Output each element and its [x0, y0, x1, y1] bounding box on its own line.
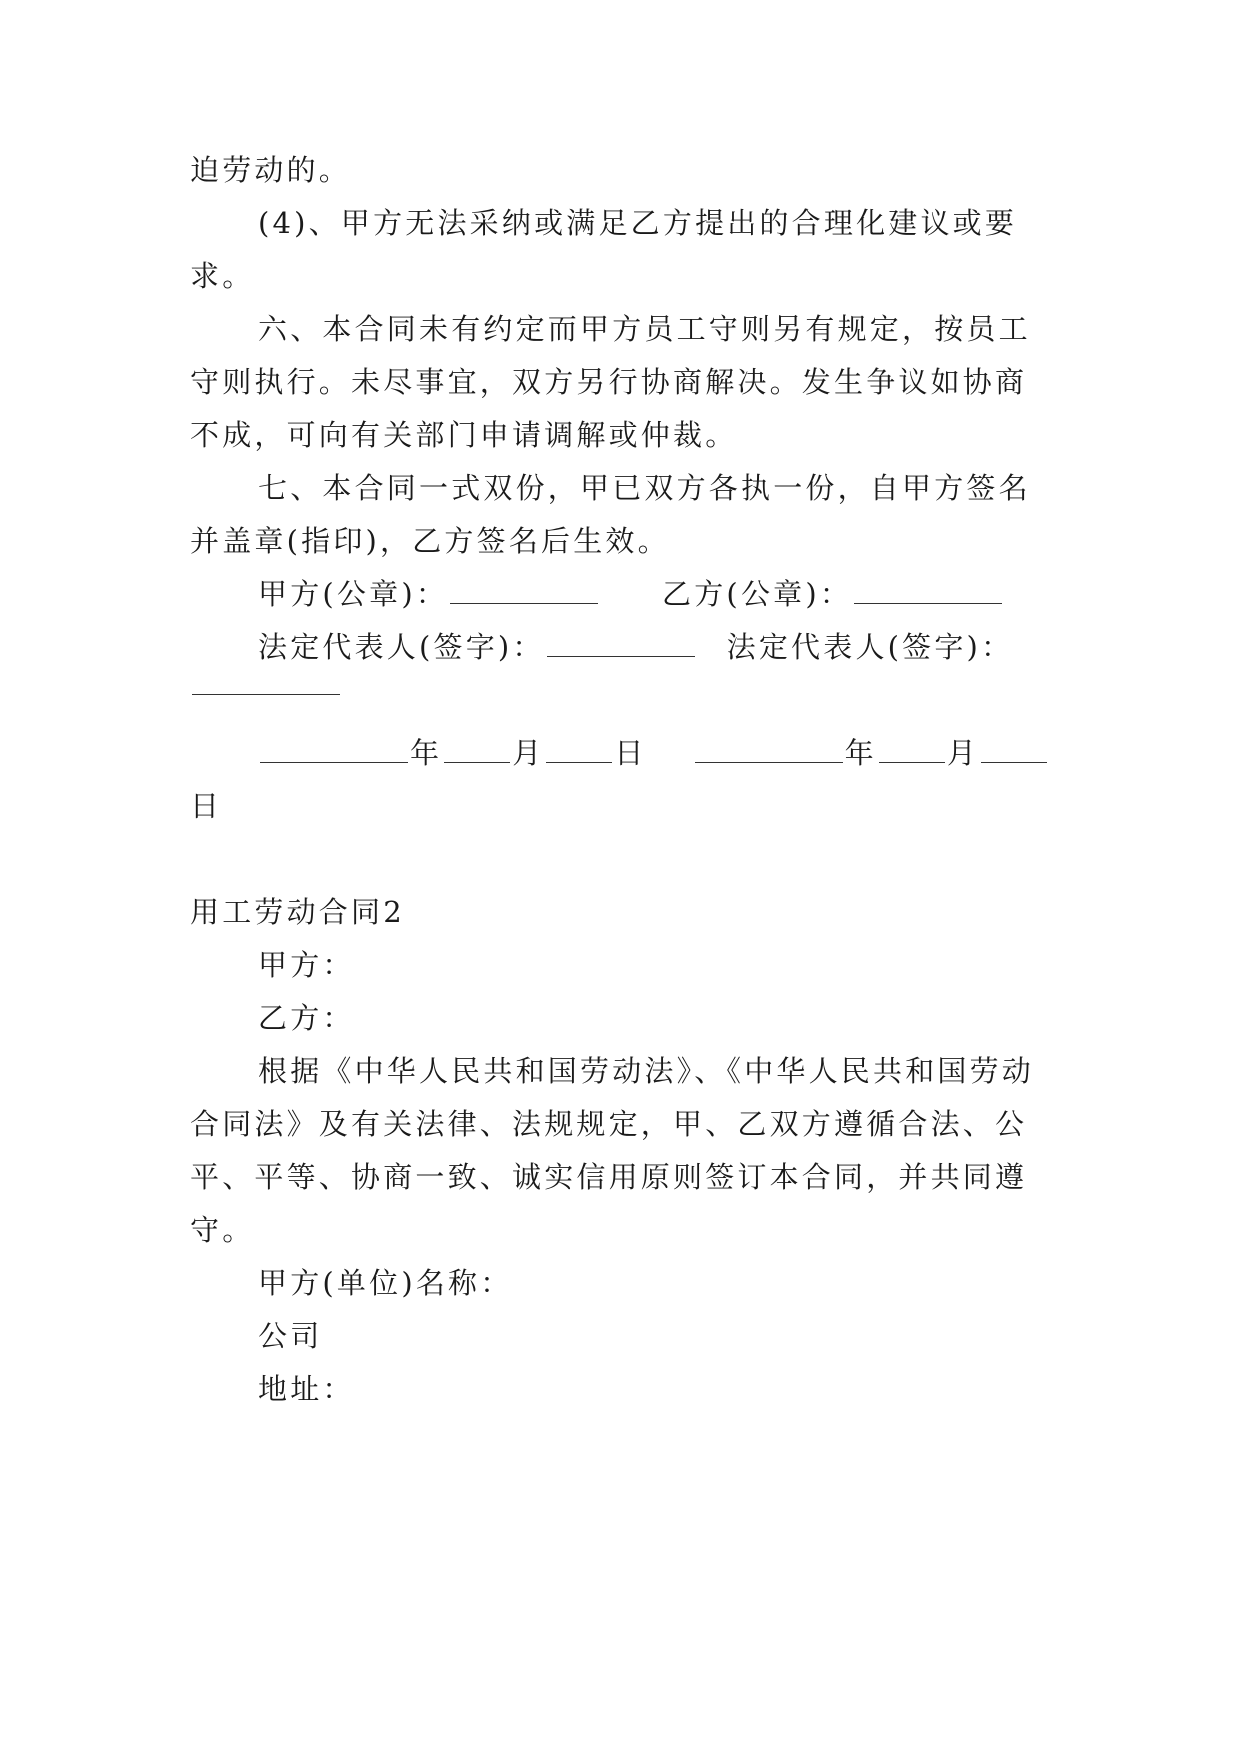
text-line: 守。: [190, 1213, 255, 1247]
party-a-label: 甲方：: [258, 948, 355, 982]
party-b-label: 乙方：: [258, 1001, 355, 1035]
text-line: (4)、甲方无法采纳或满足乙方提出的合理化建议或要: [258, 206, 1018, 240]
party-a-rep-blank: [547, 634, 695, 657]
party-b-rep-blank: [192, 672, 340, 695]
party-a-seal-label: 甲方(公章)：: [258, 577, 449, 611]
party-b-seal-blank: [854, 581, 1002, 604]
text-line: 平、平等、协商一致、诚实信用原则签订本合同，并共同遵: [190, 1160, 1028, 1194]
party-b-day-blank: [981, 740, 1047, 763]
year-label: 年: [844, 736, 877, 770]
signature-date-line: [258, 733, 1049, 773]
party-a-month-blank: [444, 740, 510, 763]
text-line: 合同法》及有关法律、法规规定，甲、乙双方遵循合法、公: [190, 1107, 1028, 1141]
party-a-day-blank: [546, 740, 612, 763]
month-label: 月: [946, 736, 980, 770]
text-line: 求。: [190, 259, 255, 293]
signature-rep-continuation: [190, 665, 342, 705]
signature-rep-line: [258, 627, 1013, 667]
signature-seal-line: [258, 574, 1004, 614]
text-line: 并盖章(指印)，乙方签名后生效。: [190, 524, 670, 558]
party-b-seal-label: 乙方(公章)：: [662, 577, 853, 611]
text-line: 七、本合同一式双份，甲已双方各执一份，自甲方签名: [258, 471, 1031, 505]
address-label: 地址：: [258, 1372, 355, 1406]
party-a-year-blank: [260, 740, 408, 763]
party-b-rep-label: 法定代表人(签字)：: [726, 630, 1014, 664]
party-a-seal-blank: [450, 581, 598, 604]
text-line: 迫劳动的。: [190, 153, 352, 187]
text-line: 根据《中华人民共和国劳动法》、《中华人民共和国劳动: [258, 1054, 1035, 1088]
unit-name-label: 甲方(单位)名称：: [258, 1266, 513, 1300]
day-label: 日: [614, 736, 647, 770]
text-line: 六、本合同未有约定而甲方员工守则另有规定，按员工: [258, 312, 1031, 346]
party-b-year-blank: [695, 740, 843, 763]
section-title: 用工劳动合同2: [190, 895, 405, 929]
text-line: 不成，可向有关部门申请调解或仲裁。: [190, 418, 738, 452]
text-line: 守则执行。未尽事宜，双方另行协商解决。发生争议如协商: [190, 365, 1028, 399]
signature-date-continuation: 日: [190, 789, 223, 823]
company-label: 公司: [258, 1319, 323, 1353]
month-label: 月: [512, 736, 545, 770]
year-label: 年: [410, 736, 443, 770]
party-a-rep-label: 法定代表人(签字)：: [258, 630, 545, 664]
party-b-month-blank: [879, 740, 945, 763]
